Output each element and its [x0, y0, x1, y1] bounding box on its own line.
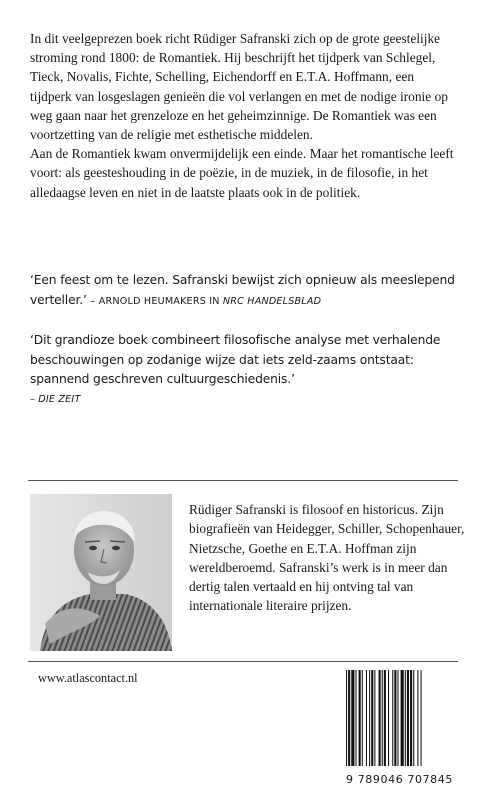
blurb-paragraph-2: Aan de Romantiek kwam onvermijdelijk een einde. Maar het romantische leeft voort: als geesteshouding in de poëzie, in de muziek, in de filosofie, in het alledaagse leven en niet in de laatste plaats ook in de politiek.: [30, 146, 454, 200]
barcode-bar: [348, 670, 350, 766]
barcode-bar: [362, 670, 363, 766]
author-photo: [30, 494, 172, 651]
quote-source-publication: DIE ZEIT: [38, 393, 81, 405]
barcode-bar: [346, 670, 347, 766]
author-bio: Rüdiger Safranski is filosoof en historicus. Zijn biografieën van Heidegger, Schiller, Schopenhauer, Nietzsche, Goethe en E.T.A. Hoffman zijn wereldberoemd. Safranski’s werk is in meer dan dertig talen vertaald en hij ontving tal van internationale literaire prijzen.: [189, 502, 465, 614]
isbn-barcode: [342, 670, 457, 788]
quote-text: ‘Dit grandioze boek combineert filosofische analyse met verhalende beschouwingen op zodanige wijze dat iets zeld-zaams ontstaat: spannend geschreven cultuurgeschiedenis.’: [30, 333, 441, 386]
barcode-bar: [359, 670, 361, 766]
barcode-bar: [401, 670, 404, 766]
blurb-text: [30, 29, 456, 202]
barcode-bar: [417, 670, 418, 766]
blurb-paragraph-1: In dit veelgeprezen boek richt Rüdiger Safranski zich op de grote geestelijke stroming rond 1800: de Romantiek. Hij beschrijft het tijdperk van Schlegel, Tieck, Novalis, Fichte, Schelling, Eichendorff en E.T.A. Hoffmann, een tijdperk van losgeslagen genieën die vol verlangen en met de nodige ironie op weg gaan naar het grenzeloze en het geheimzinnige. De Romantiek was een voortzetting van de religie met esthetische middelen.: [30, 31, 448, 143]
barcode-bar: [374, 670, 375, 766]
barcode-bar: [371, 670, 373, 766]
barcode-bar: [407, 670, 409, 766]
barcode-bar: [366, 670, 367, 766]
barcode-bar: [369, 670, 370, 766]
barcode-bar: [394, 670, 396, 766]
quote-source: [30, 390, 460, 410]
barcode-bar: [392, 670, 393, 766]
barcode-bar: [388, 670, 389, 766]
barcode-bar: [351, 670, 354, 766]
quote-source-prefix: – ARNOLD HEUMAKERS IN: [90, 295, 220, 307]
quote-source-publication: NRC HANDELSBLAD: [222, 295, 322, 307]
barcode-bar: [382, 670, 383, 766]
barcode-bar: [384, 670, 386, 766]
barcode-bars-image: [342, 670, 457, 770]
publisher-website[interactable]: www.atlascontact.nl: [38, 671, 138, 685]
author-portrait-image: [30, 494, 172, 651]
divider-bottom: [28, 661, 458, 662]
quote-source-prefix: –: [30, 393, 35, 405]
barcode-bar: [397, 670, 398, 766]
barcode-bar: [405, 670, 406, 766]
barcode-bar: [410, 670, 412, 766]
review-quote-die-zeit: [30, 331, 460, 409]
quote-text: ‘Een feest om te lezen. Safranski bewijst zich opnieuw als meeslepend verteller.’: [30, 273, 455, 307]
review-quote-nrc: [30, 271, 460, 311]
isbn-number: 9 789046 707845: [346, 773, 453, 786]
barcode-bar: [379, 670, 381, 766]
quote-source: [91, 296, 322, 307]
barcode-bar: [413, 670, 414, 766]
barcode-bar: [421, 670, 422, 766]
divider-top: [28, 480, 458, 481]
barcode-bar: [355, 670, 356, 766]
